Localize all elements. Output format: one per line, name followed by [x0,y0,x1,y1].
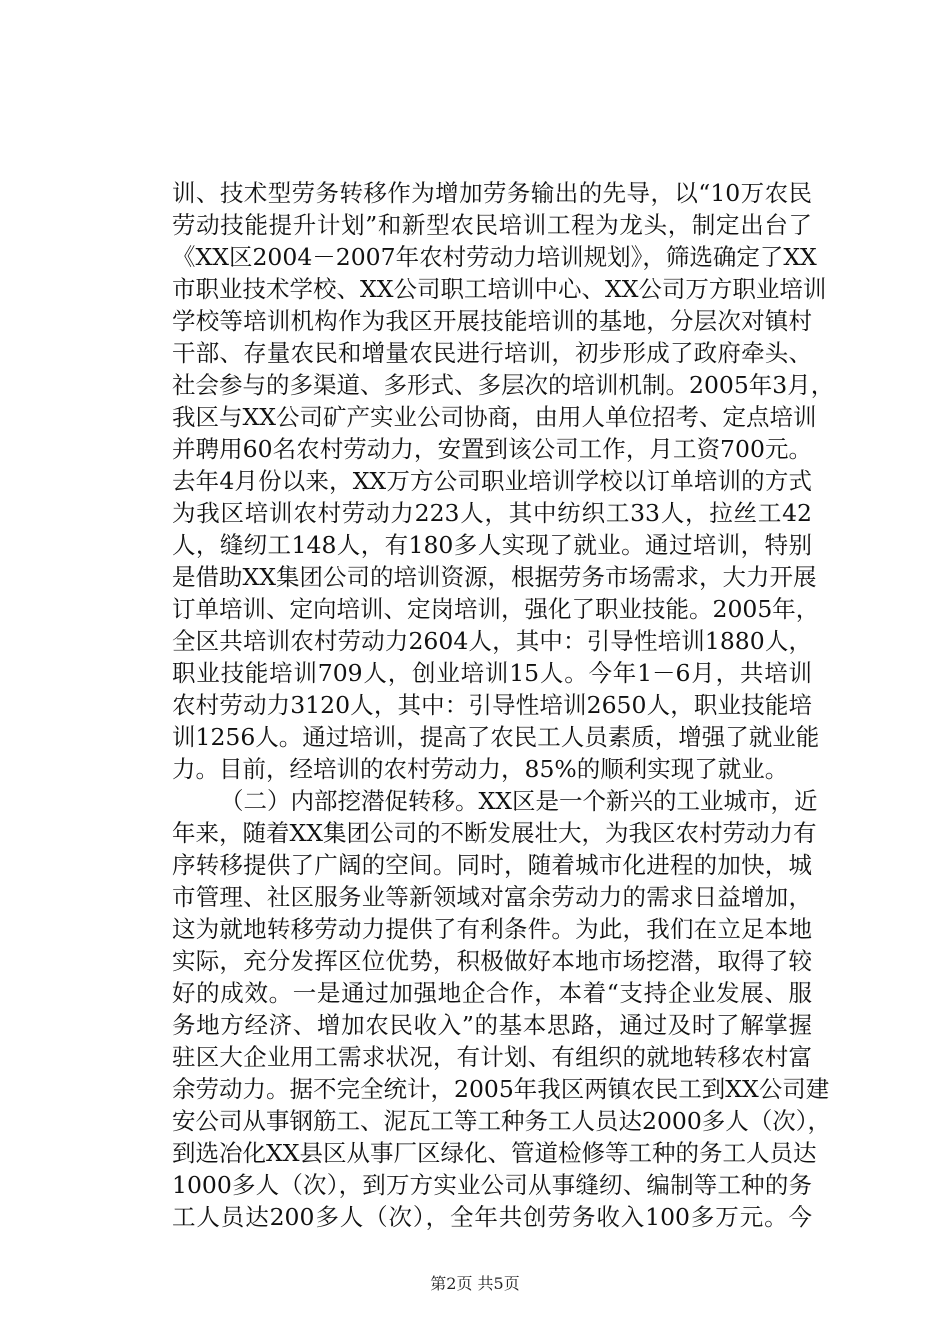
body-text-line: 训、技术型劳务转移作为增加劳务输出的先导，以“10万农民 [172,179,812,207]
body-text-line: 务地方经济、增加农民收入”的基本思路，通过及时了解掌握 [172,1011,812,1039]
body-text-line: 社会参与的多渠道、多形式、多层次的培训机制。2005年3月， [172,371,835,399]
body-text-line: 序转移提供了广阔的空间。同时，随着城市化进程的加快，城 [172,851,812,879]
body-text-line: 我区与XX公司矿产实业公司协商，由用人单位招考、定点培训 [172,403,817,431]
body-text-line: 学校等培训机构作为我区开展技能培训的基地，分层次对镇村 [172,307,812,335]
body-text-line: 余劳动力。据不完全统计，2005年我区两镇农民工到XX公司建 [172,1075,830,1103]
body-text-line: 市管理、社区服务业等新领域对富余劳动力的需求日益增加， [172,883,812,911]
body-text-line: 职业技能培训709人，创业培训15人。今年1－6月，共培训 [172,659,812,687]
page-number-footer: 第2页 共5页 [430,1274,520,1293]
body-text-line: 全区共培训农村劳动力2604人，其中：引导性培训1880人， [172,627,812,655]
body-text-line: 劳动技能提升计划”和新型农民培训工程为龙头，制定出台了 [172,211,812,239]
body-text-line: 好的成效。一是通过加强地企合作，本着“支持企业发展、服 [172,979,812,1007]
body-text-line: 《XX区2004－2007年农村劳动力培训规划》，筛选确定了XX [172,243,817,271]
body-text-line: 工人员达200多人（次），全年共创劳务收入100多万元。今 [172,1203,812,1231]
body-text-line: 是借助XX集团公司的培训资源，根据劳务市场需求，大力开展 [172,563,817,591]
body-text-line: 力。目前，经培训的农村劳动力，85%的顺利实现了就业。 [172,755,789,783]
body-text-line: 订单培训、定向培训、定岗培训，强化了职业技能。2005年， [172,595,820,623]
body-text-line: 训1256人。通过培训，提高了农民工人员素质，增强了就业能 [172,723,820,751]
section-heading-line: （二）内部挖潜促转移。XX区是一个新兴的工业城市，近 [220,787,818,815]
body-text-line: 1000多人（次），到万方实业公司从事缝纫、编制等工种的务 [172,1171,812,1199]
body-text-line: 年来，随着XX集团公司的不断发展壮大，为我区农村劳动力有 [172,819,817,847]
body-text-line: 安公司从事钢筋工、泥瓦工等工种务工人员达2000多人（次）， [172,1107,832,1135]
body-text-line: 到选冶化XX县区从事厂区绿化、管道检修等工种的务工人员达 [172,1139,817,1167]
body-text-line: 去年4月份以来，XX万方公司职业培训学校以订单培训的方式 [172,467,812,495]
body-text-line: 人，缝纫工148人，有180多人实现了就业。通过培训，特别 [172,531,812,559]
body-text-line: 市职业技术学校、XX公司职工培训中心、XX公司万方职业培训 [172,275,827,303]
body-text-line: 驻区大企业用工需求状况，有计划、有组织的就地转移农村富 [172,1043,812,1071]
body-text-line: 实际，充分发挥区位优势，积极做好本地市场挖潜，取得了较 [172,947,812,975]
body-text-line: 农村劳动力3120人，其中：引导性培训2650人，职业技能培 [172,691,812,719]
body-text-line: 为我区培训农村劳动力223人，其中纺织工33人，拉丝工42 [172,499,812,527]
body-text-line: 并聘用60名农村劳动力，安置到该公司工作，月工资700元。 [172,435,812,463]
body-text-line: 这为就地转移劳动力提供了有利条件。为此，我们在立足本地 [172,915,812,943]
body-text-line: 干部、存量农民和增量农民进行培训，初步形成了政府牵头、 [172,339,812,367]
